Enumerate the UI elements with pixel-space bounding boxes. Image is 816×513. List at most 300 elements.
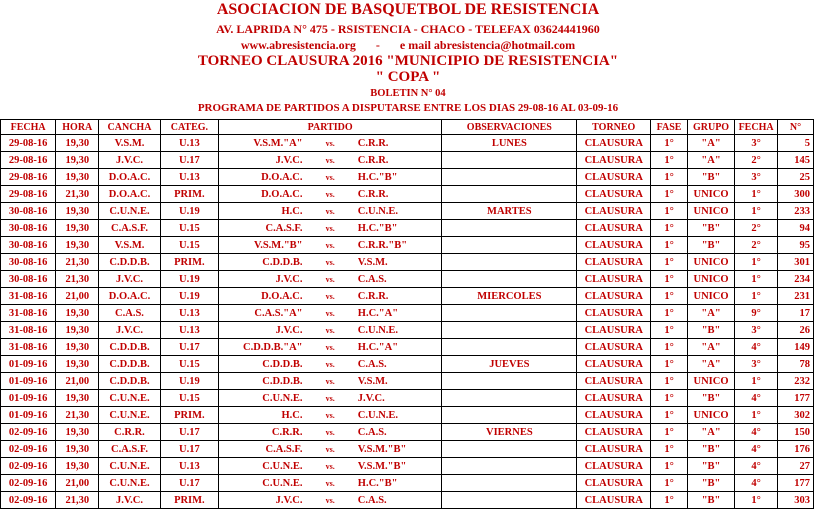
table-row [1,441,814,458]
cell-grupo: UNICO [687,203,734,220]
cell-fecha-numero: 4° [735,390,778,407]
cell-vs: vs. [303,152,358,169]
cell-visitante: C.U.N.E. [358,407,442,424]
cell-torneo: CLAUSURA [577,322,651,339]
cell-cancha: C.U.N.E. [99,390,160,407]
cell-categ: U.13 [160,169,218,186]
cell-cancha: C.U.N.E. [99,458,160,475]
cell-fecha-numero: 3° [735,135,778,152]
table-row [1,407,814,424]
cell-fecha: 30-08-16 [1,237,56,254]
cell-local: V.S.M."A" [219,135,303,152]
address-line: AV. LAPRIDA N° 475 - RSISTENCIA - CHACO - TELEFAX 03624441960 [216,22,600,36]
cell-cancha: J.V.C. [99,492,160,509]
cell-categ: U.15 [160,220,218,237]
cell-observaciones [442,475,577,492]
cell-vs: vs. [303,254,358,271]
cell-observaciones [442,373,577,390]
cell-vs: vs. [303,288,358,305]
cell-categ: U.17 [160,339,218,356]
cell-cancha: C.A.S. [99,305,160,322]
cell-categ: U.17 [160,441,218,458]
cell-hora: 19,30 [56,220,99,237]
website-link[interactable]: www.abresistencia.org [240,38,356,52]
cell-fecha-numero: 1° [735,407,778,424]
cell-numero: 231 [778,288,814,305]
cell-fecha-numero: 1° [735,271,778,288]
cell-visitante: C.R.R. [358,288,442,305]
cell-grupo: "A" [687,424,734,441]
cell-hora: 21,00 [56,373,99,390]
cell-hora: 19,30 [56,135,99,152]
cell-observaciones [442,339,577,356]
col-header-partido: PARTIDO [219,120,442,135]
cell-cancha: C.D.D.B. [99,373,160,390]
cell-fase: 1° [651,135,688,152]
cell-fecha: 01-09-16 [1,373,56,390]
cell-visitante: V.S.M."B" [358,441,442,458]
table-row [1,186,814,203]
cell-fecha: 29-08-16 [1,169,56,186]
cell-fecha-numero: 2° [735,152,778,169]
cell-fase: 1° [651,271,688,288]
cell-numero: 177 [778,390,814,407]
cell-fase: 1° [651,220,688,237]
cell-grupo: UNICO [687,407,734,424]
cell-cancha: V.S.M. [99,237,160,254]
cell-torneo: CLAUSURA [577,135,651,152]
cup-title: " COPA " [375,69,441,85]
cell-hora: 21,30 [56,407,99,424]
cell-fecha: 02-09-16 [1,475,56,492]
cell-categ: U.17 [160,424,218,441]
col-header-observaciones: OBSERVACIONES [442,120,577,135]
cell-fase: 1° [651,475,688,492]
cell-visitante: H.C."A" [358,305,442,322]
cell-torneo: CLAUSURA [577,441,651,458]
cell-fecha-numero: 1° [735,288,778,305]
cell-observaciones [442,169,577,186]
cell-grupo: "A" [687,339,734,356]
table-row [1,339,814,356]
association-title: ASOCIACION DE BASQUETBOL DE RESISTENCIA [216,1,600,18]
cell-hora: 19,30 [56,390,99,407]
cell-local: C.D.D.B. [219,254,303,271]
cell-observaciones [442,407,577,424]
cell-grupo: UNICO [687,373,734,390]
cell-categ: U.13 [160,458,218,475]
cell-visitante: H.C."B" [358,169,442,186]
cell-visitante: C.R.R. [358,135,442,152]
bulletin-number: BOLETIN N° 04 [370,88,446,99]
cell-vs: vs. [303,169,358,186]
cell-numero: 303 [778,492,814,509]
cell-numero: 78 [778,356,814,373]
cell-local: H.C. [219,407,303,424]
schedule-body [1,135,814,509]
cell-hora: 21,30 [56,492,99,509]
cell-categ: U.15 [160,356,218,373]
table-row [1,373,814,390]
cell-grupo: "B" [687,441,734,458]
cell-local: C.D.D.B."A" [219,339,303,356]
cell-grupo: "B" [687,220,734,237]
cell-vs: vs. [303,271,358,288]
cell-fecha-numero: 1° [735,373,778,390]
cell-cancha: D.O.A.C. [99,288,160,305]
cell-local: V.S.M."B" [219,237,303,254]
cell-vs: vs. [303,424,358,441]
cell-categ: U.17 [160,152,218,169]
cell-observaciones [442,186,577,203]
cell-cancha: V.S.M. [99,135,160,152]
cell-fecha: 02-09-16 [1,424,56,441]
tournament-title: TORNEO CLAUSURA 2016 "MUNICIPIO DE RESISTENCIA" [197,53,619,69]
cell-torneo: CLAUSURA [577,203,651,220]
cell-hora: 19,30 [56,424,99,441]
cell-numero: 302 [778,407,814,424]
cell-torneo: CLAUSURA [577,475,651,492]
cell-local: C.A.S.F. [219,441,303,458]
cell-hora: 19,30 [56,237,99,254]
cell-fecha: 31-08-16 [1,339,56,356]
table-row [1,254,814,271]
cell-grupo: "B" [687,475,734,492]
cell-visitante: C.U.N.E. [358,203,442,220]
cell-numero: 300 [778,186,814,203]
cell-torneo: CLAUSURA [577,220,651,237]
col-header-hora: HORA [56,120,99,135]
table-row [1,288,814,305]
cell-fase: 1° [651,288,688,305]
cell-torneo: CLAUSURA [577,254,651,271]
cell-cancha: C.D.D.B. [99,254,160,271]
cell-observaciones: MIERCOLES [442,288,577,305]
cell-numero: 25 [778,169,814,186]
cell-cancha: C.U.N.E. [99,203,160,220]
cell-fecha-numero: 1° [735,254,778,271]
cell-visitante: H.C."A" [358,339,442,356]
cell-categ: U.19 [160,373,218,390]
col-header-fecha: FECHA [1,120,56,135]
cell-fecha: 02-09-16 [1,441,56,458]
cell-cancha: D.O.A.C. [99,186,160,203]
cell-categ: U.13 [160,135,218,152]
cell-cancha: C.U.N.E. [99,475,160,492]
contact-separator: - [375,38,380,52]
cell-fecha: 30-08-16 [1,254,56,271]
cell-fase: 1° [651,373,688,390]
table-row [1,322,814,339]
table-row [1,475,814,492]
cell-categ: PRIM. [160,407,218,424]
cell-local: H.C. [219,203,303,220]
cell-observaciones [442,254,577,271]
cell-observaciones: VIERNES [442,424,577,441]
cell-grupo: "A" [687,356,734,373]
cell-fecha-numero: 4° [735,458,778,475]
cell-visitante: C.R.R. [358,186,442,203]
table-row [1,237,814,254]
table-row [1,492,814,509]
cell-torneo: CLAUSURA [577,356,651,373]
cell-fecha-numero: 3° [735,169,778,186]
cell-local: J.V.C. [219,322,303,339]
cell-hora: 21,30 [56,271,99,288]
cell-fase: 1° [651,441,688,458]
cell-local: C.U.N.E. [219,390,303,407]
cell-cancha: J.V.C. [99,271,160,288]
cell-numero: 145 [778,152,814,169]
cell-grupo: UNICO [687,271,734,288]
table-row [1,169,814,186]
cell-observaciones [442,458,577,475]
cell-grupo: UNICO [687,186,734,203]
cell-torneo: CLAUSURA [577,339,651,356]
cell-local: J.V.C. [219,492,303,509]
cell-grupo: "A" [687,305,734,322]
cell-fecha: 02-09-16 [1,492,56,509]
cell-observaciones: MARTES [442,203,577,220]
table-row [1,458,814,475]
cell-grupo: "B" [687,237,734,254]
cell-torneo: CLAUSURA [577,407,651,424]
cell-categ: U.17 [160,475,218,492]
cell-local: C.D.D.B. [219,356,303,373]
cell-observaciones: LUNES [442,135,577,152]
cell-fase: 1° [651,458,688,475]
cell-observaciones [442,305,577,322]
col-header-numero: N° [778,120,814,135]
cell-fecha: 30-08-16 [1,220,56,237]
col-header-categ: CATEG. [160,120,218,135]
cell-numero: 233 [778,203,814,220]
cell-hora: 19,30 [56,305,99,322]
cell-torneo: CLAUSURA [577,237,651,254]
cell-categ: U.15 [160,390,218,407]
cell-observaciones: JUEVES [442,356,577,373]
cell-numero: 17 [778,305,814,322]
cell-fase: 1° [651,407,688,424]
table-row [1,203,814,220]
cell-fase: 1° [651,356,688,373]
col-header-fase: FASE [651,120,688,135]
cell-local: C.D.D.B. [219,373,303,390]
cell-grupo: "B" [687,492,734,509]
cell-hora: 19,30 [56,356,99,373]
cell-local: C.U.N.E. [219,475,303,492]
cell-grupo: UNICO [687,288,734,305]
cell-categ: U.19 [160,203,218,220]
cell-categ: U.19 [160,271,218,288]
cell-fase: 1° [651,305,688,322]
col-header-grupo: GRUPO [687,120,734,135]
cell-fecha: 31-08-16 [1,322,56,339]
cell-categ: U.13 [160,322,218,339]
cell-grupo: "B" [687,390,734,407]
cell-local: J.V.C. [219,152,303,169]
cell-vs: vs. [303,339,358,356]
cell-vs: vs. [303,186,358,203]
cell-cancha: J.V.C. [99,152,160,169]
table-row [1,152,814,169]
cell-hora: 21,30 [56,186,99,203]
col-header-cancha: CANCHA [99,120,160,135]
cell-torneo: CLAUSURA [577,390,651,407]
col-header-torneo: TORNEO [577,120,651,135]
cell-hora: 21,30 [56,254,99,271]
cell-fecha-numero: 1° [735,203,778,220]
cell-numero: 94 [778,220,814,237]
cell-vs: vs. [303,356,358,373]
cell-fecha: 29-08-16 [1,152,56,169]
cell-numero: 26 [778,322,814,339]
table-row [1,220,814,237]
cell-fecha: 30-08-16 [1,203,56,220]
cell-grupo: "B" [687,169,734,186]
cell-numero: 301 [778,254,814,271]
cell-vs: vs. [303,475,358,492]
cell-visitante: C.A.S. [358,424,442,441]
cell-observaciones [442,152,577,169]
cell-numero: 149 [778,339,814,356]
cell-observaciones [442,390,577,407]
cell-visitante: C.R.R. [358,152,442,169]
cell-visitante: C.A.S. [358,492,442,509]
cell-numero: 95 [778,237,814,254]
cell-vs: vs. [303,390,358,407]
cell-vs: vs. [303,407,358,424]
cell-fase: 1° [651,152,688,169]
cell-fecha: 31-08-16 [1,288,56,305]
cell-cancha: D.O.A.C. [99,169,160,186]
cell-vs: vs. [303,458,358,475]
cell-fase: 1° [651,390,688,407]
cell-visitante: V.S.M. [358,254,442,271]
cell-categ: PRIM. [160,186,218,203]
cell-grupo: UNICO [687,254,734,271]
contact-line [0,39,816,51]
cell-grupo: "B" [687,322,734,339]
cell-cancha: C.R.R. [99,424,160,441]
cell-fecha-numero: 4° [735,339,778,356]
cell-numero: 150 [778,424,814,441]
cell-hora: 19,30 [56,203,99,220]
cell-cancha: C.D.D.B. [99,339,160,356]
cell-hora: 19,30 [56,441,99,458]
cell-fecha-numero: 1° [735,186,778,203]
table-row [1,305,814,322]
cell-numero: 5 [778,135,814,152]
cell-torneo: CLAUSURA [577,271,651,288]
cell-categ: U.19 [160,288,218,305]
cell-local: D.O.A.C. [219,288,303,305]
cell-numero: 234 [778,271,814,288]
cell-fase: 1° [651,186,688,203]
cell-vs: vs. [303,492,358,509]
cell-vs: vs. [303,441,358,458]
cell-fecha: 29-08-16 [1,186,56,203]
cell-fecha-numero: 3° [735,322,778,339]
cell-fase: 1° [651,339,688,356]
cell-torneo: CLAUSURA [577,373,651,390]
cell-fecha: 30-08-16 [1,271,56,288]
cell-fecha-numero: 4° [735,441,778,458]
cell-hora: 19,30 [56,152,99,169]
cell-observaciones [442,441,577,458]
cell-hora: 19,30 [56,458,99,475]
table-header-row [1,120,814,135]
cell-visitante: C.A.S. [358,356,442,373]
cell-vs: vs. [303,322,358,339]
cell-hora: 19,30 [56,322,99,339]
cell-local: C.A.S.F. [219,220,303,237]
cell-fase: 1° [651,169,688,186]
cell-grupo: "B" [687,458,734,475]
cell-cancha: C.A.S.F. [99,441,160,458]
col-header-fecha-numero: FECHA [735,120,778,135]
cell-grupo: "A" [687,135,734,152]
cell-fecha: 01-09-16 [1,390,56,407]
table-row [1,356,814,373]
cell-fecha-numero: 4° [735,424,778,441]
cell-fecha: 02-09-16 [1,458,56,475]
table-row [1,135,814,152]
cell-fecha-numero: 3° [735,356,778,373]
cell-torneo: CLAUSURA [577,458,651,475]
cell-visitante: C.U.N.E. [358,322,442,339]
cell-visitante: V.S.M. [358,373,442,390]
cell-fase: 1° [651,424,688,441]
cell-local: C.R.R. [219,424,303,441]
cell-vs: vs. [303,203,358,220]
cell-fase: 1° [651,322,688,339]
cell-categ: U.15 [160,237,218,254]
cell-hora: 21,00 [56,288,99,305]
cell-numero: 27 [778,458,814,475]
cell-observaciones [442,220,577,237]
cell-visitante: C.A.S. [358,271,442,288]
cell-fecha: 01-09-16 [1,356,56,373]
cell-torneo: CLAUSURA [577,152,651,169]
cell-visitante: J.V.C. [358,390,442,407]
cell-numero: 176 [778,441,814,458]
cell-numero: 177 [778,475,814,492]
cell-visitante: H.C."B" [358,220,442,237]
email-link[interactable]: e mail abresistencia@hotmail.com [399,38,576,52]
cell-vs: vs. [303,305,358,322]
cell-vs: vs. [303,220,358,237]
cell-grupo: "A" [687,152,734,169]
cell-local: C.U.N.E. [219,458,303,475]
cell-hora: 21,00 [56,475,99,492]
cell-fecha-numero: 1° [735,492,778,509]
cell-observaciones [442,271,577,288]
cell-local: J.V.C. [219,271,303,288]
cell-visitante: C.R.R."B" [358,237,442,254]
cell-torneo: CLAUSURA [577,305,651,322]
table-row [1,271,814,288]
cell-categ: PRIM. [160,492,218,509]
cell-vs: vs. [303,237,358,254]
cell-numero: 232 [778,373,814,390]
cell-visitante: V.S.M."B" [358,458,442,475]
cell-fecha: 29-08-16 [1,135,56,152]
cell-hora: 19,30 [56,169,99,186]
cell-fase: 1° [651,237,688,254]
cell-fecha-numero: 9° [735,305,778,322]
cell-hora: 19,30 [56,339,99,356]
